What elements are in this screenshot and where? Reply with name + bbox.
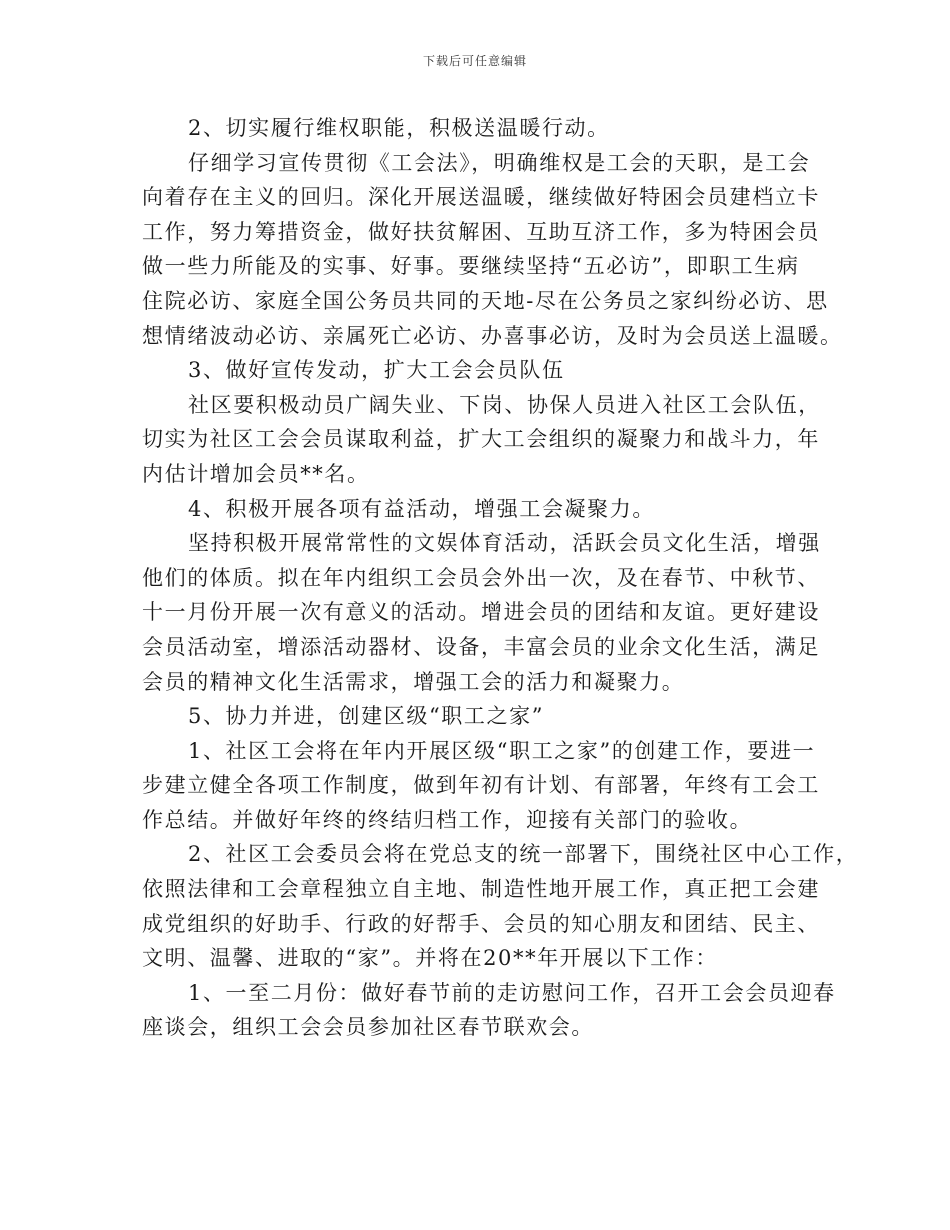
paragraph-first-line: 4、积极开展各项有益活动，增强工会凝聚力。 [188, 496, 655, 521]
paragraph-first-line: 仔细学习宣传贯彻《工会法》，明确维权是工会的天职，是工会 [188, 150, 811, 175]
paragraph-line: 会员的精神文化生活需求，增强工会的活力和凝聚力。 [142, 669, 685, 694]
paragraph-line: 依照法律和工会章程独立自主地、制造性地开展工作，真正把工会建 [142, 877, 820, 902]
paragraph-first-line: 坚持积极开展常常性的文娱体育活动，活跃会员文化生活，增强 [188, 531, 821, 556]
page-header-note: 下载后可任意编辑 [422, 54, 527, 68]
paragraph-line: 成党组织的好助手、行政的好帮手、会员的知心朋友和团结、民主、 [142, 911, 820, 936]
paragraph-line: 做一些力所能及的实事、好事。要继续坚持“五必访”，即职工生病 [142, 254, 800, 279]
document-body [142, 111, 859, 1045]
paragraph-line: 会员活动室，增添活动器材、设备，丰富会员的业余文化生活，满足 [142, 634, 820, 659]
paragraph-first-line: 2、切实履行维权职能，积极送温暖行动。 [188, 116, 610, 140]
paragraph-line: 住院必访、家庭全国公务员共同的天地-尽在公务员之家纠纷必访、思 [142, 288, 829, 313]
paragraph-line: 作总结。并做好年终的终结归档工作，迎接有关部门的验收。 [142, 807, 753, 832]
paragraph-line: 想情绪波动必访、亲属死亡必访、办喜事必访，及时为会员送上温暖。 [142, 323, 843, 348]
paragraph-first-line: 社区要积极动员广阔失业、下岗、协保人员进入社区工会队伍， [188, 392, 821, 417]
paragraph-line: 内估计增加会员**名。 [142, 461, 370, 486]
paragraph-first-line: 1、一至二月份：做好春节前的走访慰问工作，召开工会会员迎春 [188, 980, 836, 1005]
paragraph-line: 他们的体质。拟在年内组织工会员会外出一次，及在春节、中秋节、 [142, 565, 820, 590]
paragraph-first-line: 1、社区工会将在年内开展区级“职工之家”的创建工作，要进一 [188, 738, 816, 763]
paragraph-line: 十一月份开展一次有意义的活动。增进会员的团结和友谊。更好建设 [142, 600, 820, 625]
paragraph-line: 向着存在主义的回归。深化开展送温暖，继续做好特困会员建档立卡 [142, 185, 820, 210]
paragraph-line: 文明、温馨、进取的“家”。并将在20**年开展以下工作： [142, 946, 718, 971]
paragraph-line: 座谈会，组织工会会员参加社区春节联欢会。 [142, 1015, 594, 1040]
paragraph-first-line: 2、社区工会委员会将在党总支的统一部署下，围绕社区中心工作， [188, 842, 859, 867]
paragraph-line: 切实为社区工会会员谋取利益，扩大工会组织的凝聚力和战斗力，年 [142, 427, 820, 452]
paragraph-line: 步建立健全各项工作制度，做到年初有计划、有部署，年终有工会工 [142, 773, 820, 798]
paragraph-line: 工作，努力筹措资金，做好扶贫解困、互助互济工作，多为特困会员 [142, 219, 820, 244]
paragraph-first-line: 3、做好宣传发动，扩大工会会员队伍 [188, 358, 565, 383]
paragraph-first-line: 5、协力并进，创建区级“职工之家” [188, 704, 545, 729]
